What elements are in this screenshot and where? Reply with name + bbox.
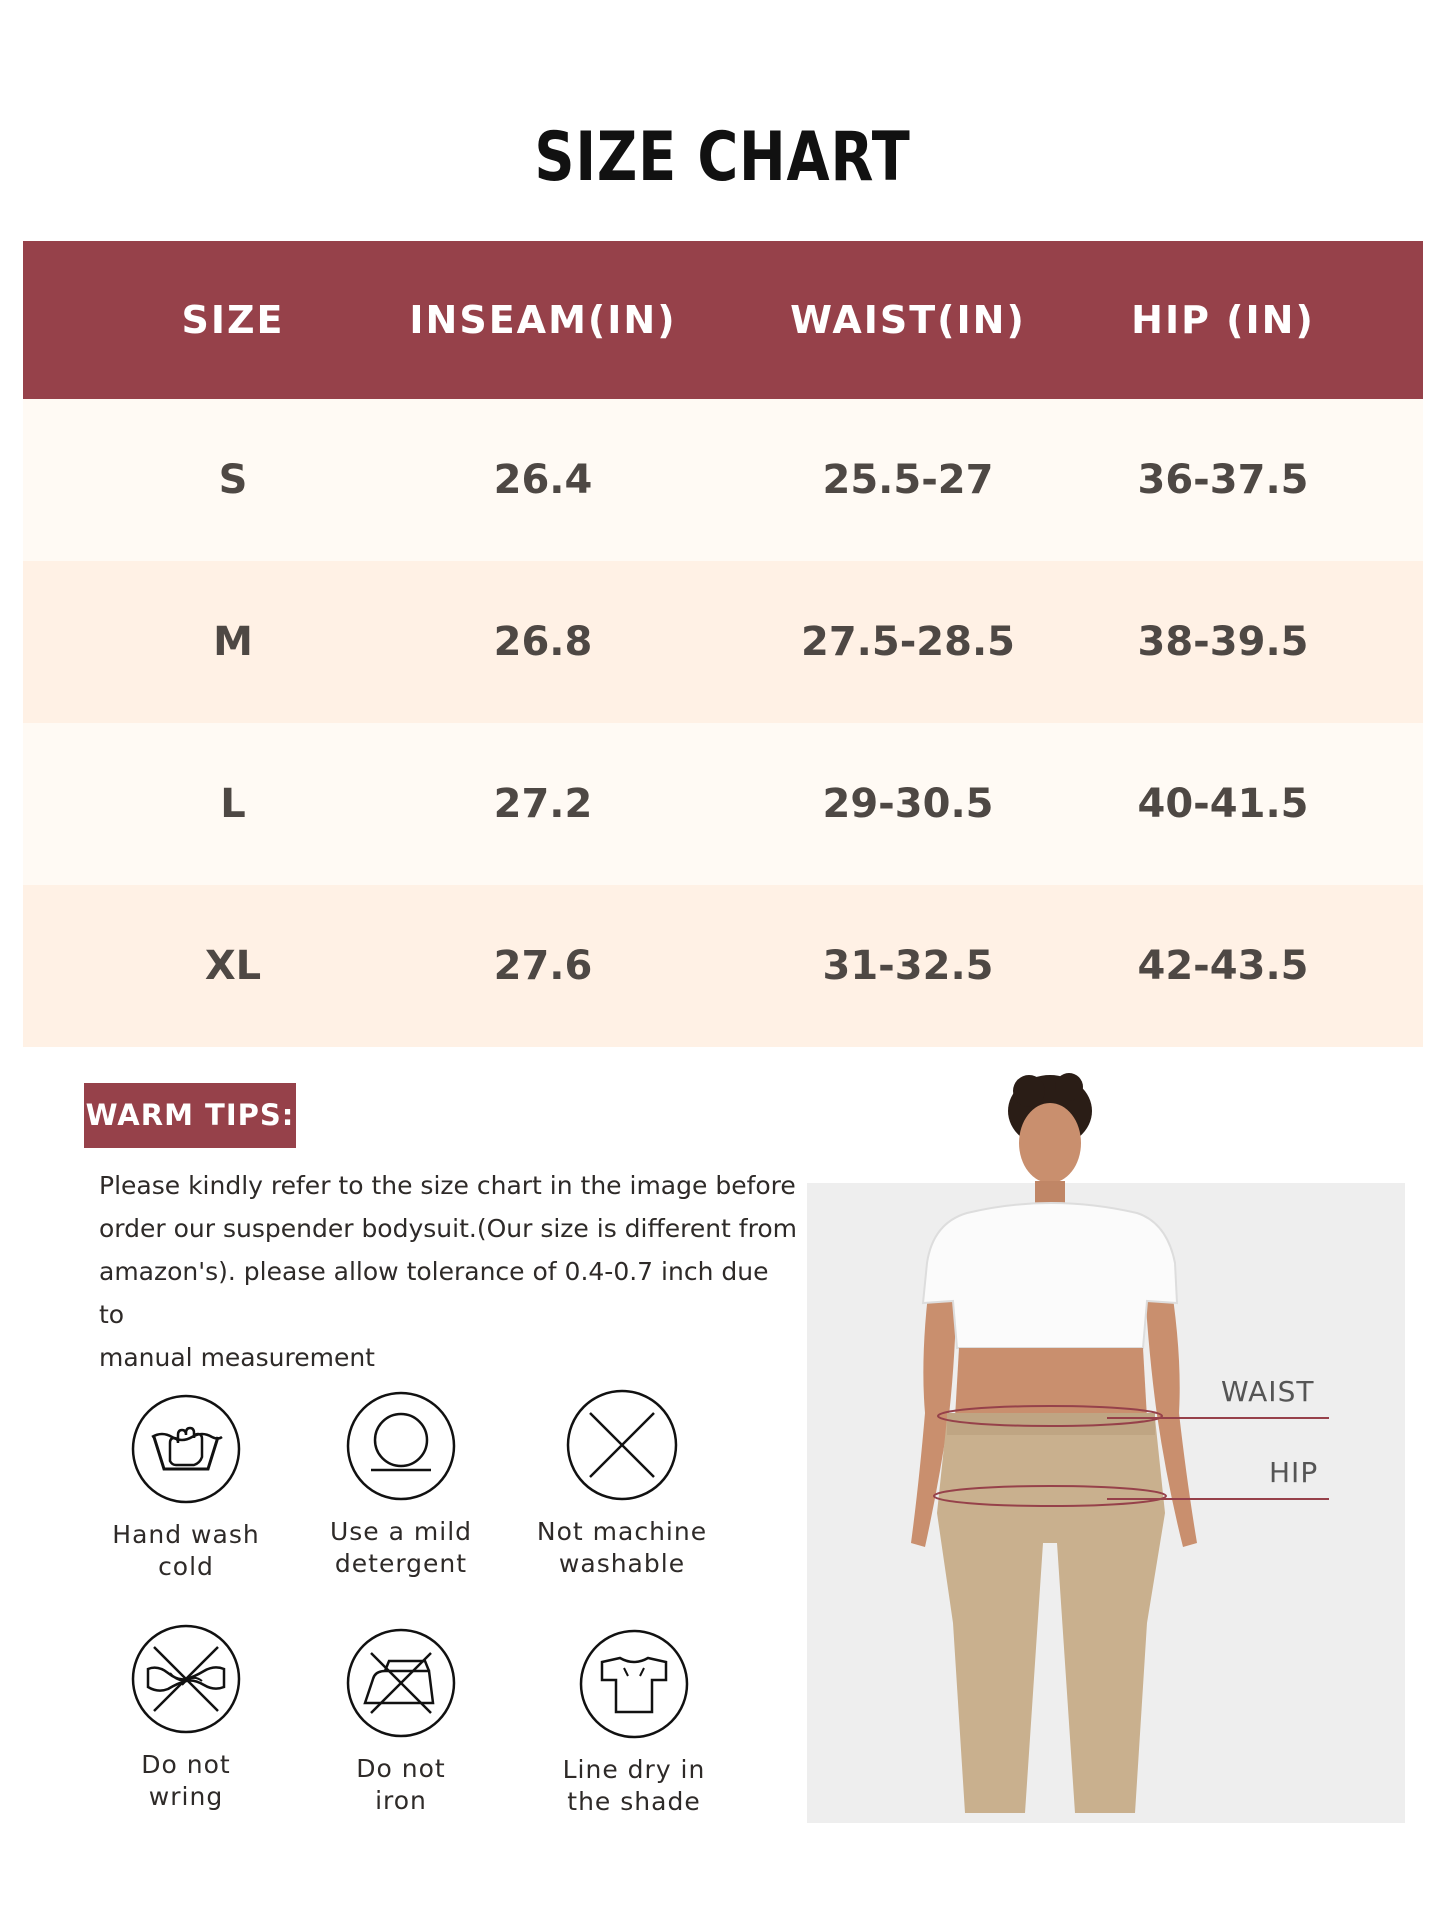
care-label: Do not — [356, 1754, 446, 1783]
care-label: detergent — [334, 1549, 468, 1578]
line-dry-shade-icon — [578, 1628, 690, 1740]
waist-label: WAIST — [1221, 1375, 1315, 1408]
tips-line: Please kindly refer to the size chart in the image before — [99, 1171, 796, 1200]
warm-tips-badge: WARM TIPS: — [84, 1083, 296, 1148]
care-mild-detergent — [301, 1390, 501, 1580]
table-row — [23, 399, 1423, 561]
care-label: washable — [558, 1549, 686, 1578]
table-row — [23, 561, 1423, 723]
table-row — [23, 723, 1423, 885]
care-label: iron — [375, 1786, 427, 1815]
cell-inseam: 27.2 — [493, 781, 593, 827]
care-hand-wash — [86, 1393, 286, 1583]
table-header — [23, 241, 1423, 399]
care-label: cold — [158, 1552, 214, 1581]
no-wring-icon — [130, 1623, 242, 1735]
cell-hip: 38-39.5 — [1137, 619, 1309, 665]
warm-tips-text — [99, 1164, 799, 1379]
cell-inseam: 26.4 — [493, 457, 593, 503]
cell-inseam: 26.8 — [493, 619, 593, 665]
header-hip: HIP (IN) — [1131, 298, 1315, 342]
care-label: Hand wash — [112, 1520, 260, 1549]
cell-waist: 29-30.5 — [822, 781, 994, 827]
header-inseam: INSEAM(IN) — [409, 298, 677, 342]
cell-inseam: 27.6 — [493, 943, 593, 989]
care-label: wring — [148, 1782, 224, 1811]
no-iron-icon — [345, 1627, 457, 1739]
cell-hip: 36-37.5 — [1137, 457, 1309, 503]
cell-hip: 42-43.5 — [1137, 943, 1309, 989]
cell-waist: 31-32.5 — [822, 943, 994, 989]
care-no-wring — [86, 1623, 286, 1813]
tips-line: manual measurement — [99, 1343, 375, 1372]
table-row — [23, 885, 1423, 1047]
size-table — [23, 241, 1423, 1047]
care-label: Line dry in — [562, 1755, 706, 1784]
cell-waist: 25.5-27 — [822, 457, 994, 503]
hand-wash-icon — [130, 1393, 242, 1505]
tips-line: order our suspender bodysuit.(Our size is different from — [99, 1214, 797, 1243]
header-size: SIZE — [181, 298, 285, 342]
cell-size: XL — [204, 943, 262, 989]
model-illustration — [807, 1183, 1405, 1823]
hip-label: HIP — [1269, 1456, 1319, 1489]
care-label: Not machine — [536, 1517, 708, 1546]
mild-detergent-icon — [345, 1390, 457, 1502]
no-machine-wash-icon — [565, 1388, 679, 1502]
cell-waist: 27.5-28.5 — [801, 619, 1015, 665]
care-no-iron — [301, 1627, 501, 1817]
care-label: the shade — [567, 1787, 701, 1816]
care-no-machine-wash — [522, 1388, 722, 1580]
tips-line: amazon's). please allow tolerance of 0.4-0.7 inch due to — [99, 1257, 769, 1329]
page-title: SIZE CHART — [534, 118, 911, 197]
cell-hip: 40-41.5 — [1137, 781, 1309, 827]
model-photo-panel — [807, 1183, 1405, 1823]
care-label: Use a mild — [329, 1517, 473, 1546]
cell-size: L — [220, 781, 246, 827]
cell-size: S — [218, 457, 248, 503]
care-line-dry-shade — [534, 1628, 734, 1818]
header-waist: WAIST(IN) — [790, 298, 1026, 342]
care-label: Do not — [141, 1750, 231, 1779]
cell-size: M — [213, 619, 253, 665]
